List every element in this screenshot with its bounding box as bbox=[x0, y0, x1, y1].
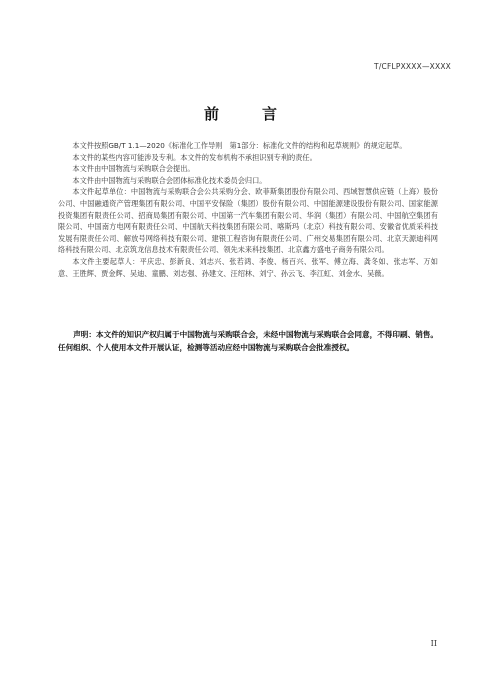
paragraph-proposer: 本文件由中国物流与采购联合会提出。 bbox=[72, 164, 195, 174]
standard-number: T/CFLPXXXX—XXXX bbox=[374, 62, 451, 71]
paragraph-drafting-units: 本文件起草单位：中国物流与采购联合会公共采购分会、欧菲斯集团股份有限公司、西域智慧供应链（上海）股份公司、中国融通资产管理集团有限公司、中国平安保险（集团）股份有限公司、中国能源建设股份有限公司、国家能源投资集团有限责任公司、招商局集团有限公司、中国第一汽车集团有限公司、华润（集团）有限公司、中国航空集团有限公司、中国南方电网有限责任公司、中国航天科技集团有限公司、喀斯玛（北京）科技有限公司、安徽省优质采科技发展有限责任公司、解放号网络科技有限公司、建银工程咨询有限责任公司、广州交易集团有限公司、北京天源迪科网络科技有限公司、北京筑龙信息技术有限责任公司、领先未来科技集团、北京鑫方盛电子商务有限公司。 bbox=[58, 187, 438, 255]
page-title: 前 言 bbox=[203, 105, 291, 123]
paragraph-centralized-management: 本文件由中国物流与采购联合会团体标准化技术委员会归口。 bbox=[72, 175, 267, 185]
paragraph-main-drafters: 本文件主要起草人：平庆忠、彭新良、刘志兴、张若鸿、李俊、杨百兴、张军、傅立海、龚冬如、张志军、万如意、王胜辉、贾金辉、吴迪、童鹏、刘志强、孙建文、汪绍林、刘宁、孙云飞、李江虹、刘金水、吴薇。 bbox=[58, 256, 438, 278]
foreword-body bbox=[58, 140, 438, 279]
paragraph-drafting-rules: 本文件按照GB/T 1.1—2020《标准化工作导则 第1部分：标准化文件的结构和起草规则》的规定起草。 bbox=[72, 141, 407, 150]
paragraph-patent-notice: 本文件的某些内容可能涉及专利。本文件的发布机构不承担识别专利的责任。 bbox=[72, 152, 317, 162]
copyright-statement: 声明：本文件的知识产权归属于中国物流与采购联合会，未经中国物流与采购联合会同意，不得印刷、销售。任何组织、个人使用本文件开展认证，检测等活动应经中国物流与采购联合会批准授权。 bbox=[58, 330, 438, 352]
page-number: II bbox=[430, 639, 437, 648]
